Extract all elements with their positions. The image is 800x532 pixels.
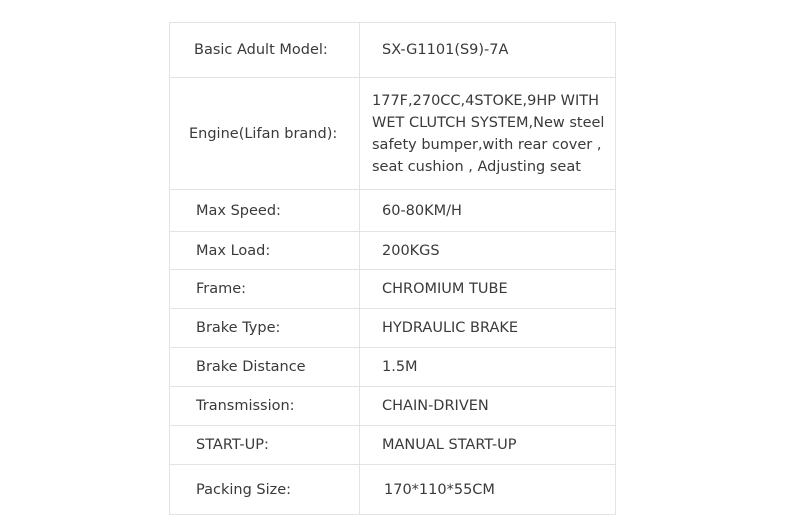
brake-type-label: Brake Type:	[196, 320, 281, 336]
spec-label-cell	[170, 78, 360, 190]
spec-label-cell	[170, 348, 360, 387]
engine-label: Engine(Lifan brand):	[189, 125, 338, 142]
spec-value-cell	[360, 78, 616, 190]
packing-size-label: Packing Size:	[196, 481, 292, 498]
brake-type-value: HYDRAULIC BRAKE	[382, 320, 519, 336]
spec-value-cell	[360, 190, 616, 232]
spec-row-brake-type	[170, 309, 616, 348]
spec-label-cell	[170, 387, 360, 426]
max-load-value: 200KGS	[382, 242, 440, 259]
spec-value-cell	[360, 23, 616, 78]
spec-table	[169, 22, 616, 515]
max-speed-value: 60-80KM/H	[382, 202, 462, 219]
spec-value-cell	[360, 309, 616, 348]
start-up-label: START-UP:	[196, 437, 269, 453]
spec-label-cell	[170, 309, 360, 348]
transmission-label: Transmission:	[196, 398, 295, 414]
spec-row-model	[170, 23, 616, 78]
spec-row-transmission	[170, 387, 616, 426]
spec-value-cell	[360, 387, 616, 426]
spec-label-cell	[170, 23, 360, 78]
model-label: Basic Adult Model:	[194, 42, 328, 58]
spec-value-cell	[360, 465, 616, 515]
spec-value-cell	[360, 270, 616, 309]
max-load-label: Max Load:	[196, 242, 271, 259]
spec-value-cell	[360, 232, 616, 270]
model-value: SX-G1101(S9)-7A	[382, 42, 509, 58]
frame-label: Frame:	[196, 281, 247, 297]
engine-value: 177F,270CC,4STOKE,9HP WITH WET CLUTCH SYSTEM,New steel safety bumper,with rear cover , seat cushion , Adjusting seat	[372, 92, 605, 175]
spec-row-packing-size	[170, 465, 616, 515]
start-up-value: MANUAL START-UP	[382, 437, 517, 453]
spec-row-max-load	[170, 232, 616, 270]
brake-distance-label: Brake Distance	[196, 359, 306, 375]
spec-value-cell	[360, 348, 616, 387]
frame-value: CHROMIUM TUBE	[382, 281, 508, 297]
spec-label-cell	[170, 190, 360, 232]
brake-distance-value: 1.5M	[382, 359, 418, 375]
spec-value-cell	[360, 426, 616, 465]
packing-size-value: 170*110*55CM	[384, 481, 495, 498]
max-speed-label: Max Speed:	[196, 202, 281, 219]
spec-row-engine	[170, 78, 616, 190]
transmission-value: CHAIN-DRIVEN	[382, 398, 489, 414]
spec-label-cell	[170, 232, 360, 270]
spec-label-cell	[170, 270, 360, 309]
spec-row-frame	[170, 270, 616, 309]
spec-label-cell	[170, 426, 360, 465]
spec-row-start-up	[170, 426, 616, 465]
spec-row-brake-distance	[170, 348, 616, 387]
spec-row-max-speed	[170, 190, 616, 232]
spec-label-cell	[170, 465, 360, 515]
